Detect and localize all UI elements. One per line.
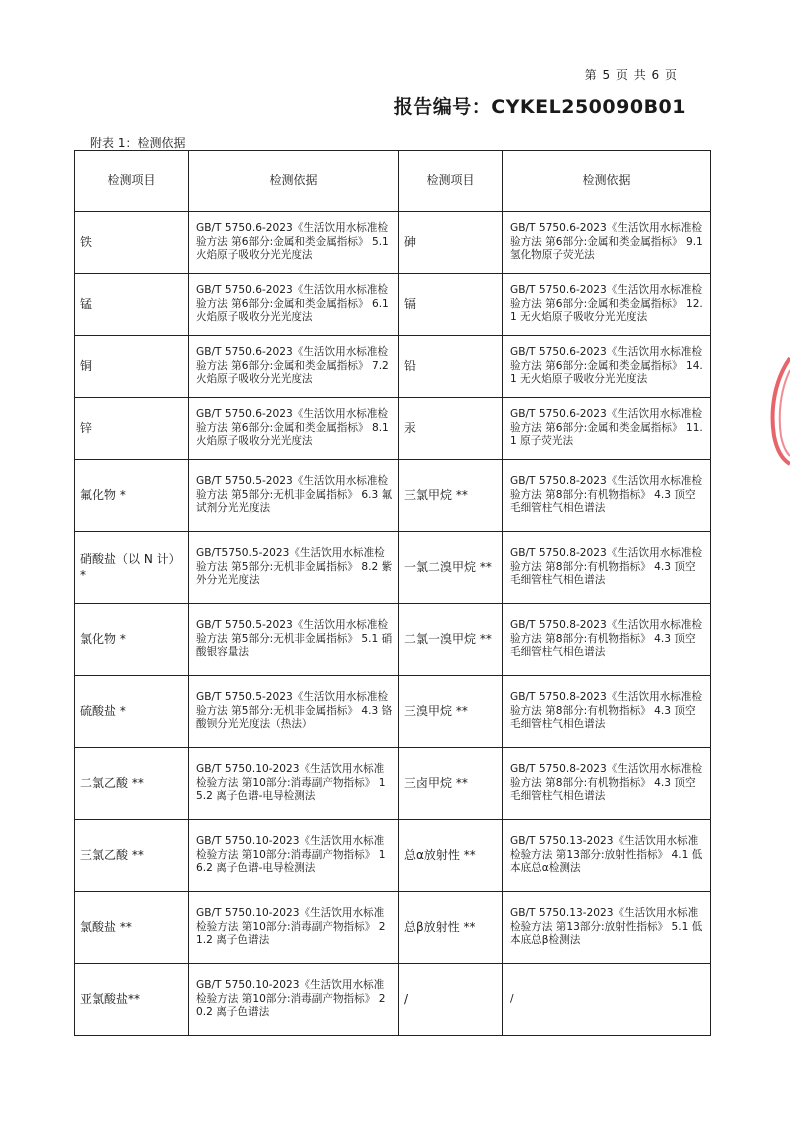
item-method: GB/T 5750.10-2023《生活饮用水标准检验方法 第10部分:消毒副产物指标》 20.2 离子色谱法 (189, 964, 399, 1036)
item-method: GB/T 5750.5-2023《生活饮用水标准检验方法 第5部分:无机非金属指标》 6.3 氟试剂分光光度法 (189, 460, 399, 532)
stamp-inner-arc (780, 370, 790, 456)
table-row (75, 604, 711, 676)
item-method: GB/T 5750.8-2023《生活饮用水标准检验方法 第8部分:有机物指标》 4.3 顶空毛细管柱气相色谱法 (503, 532, 711, 604)
table-row (75, 532, 711, 604)
item-name: 三氯甲烷 ** (399, 460, 503, 532)
table-row (75, 336, 711, 398)
header-item-2: 检测项目 (399, 151, 503, 212)
header-method-1: 检测依据 (189, 151, 399, 212)
item-method: GB/T 5750.8-2023《生活饮用水标准检验方法 第8部分:有机物指标》 4.3 顶空毛细管柱气相色谱法 (503, 604, 711, 676)
item-method: GB/T 5750.13-2023《生活饮用水标准检验方法 第13部分:放射性指标》 4.1 低本底总α检测法 (503, 820, 711, 892)
item-method: GB/T 5750.10-2023《生活饮用水标准检验方法 第10部分:消毒副产物指标》 21.2 离子色谱法 (189, 892, 399, 964)
item-name: 三卤甲烷 ** (399, 748, 503, 820)
item-method: GB/T 5750.6-2023《生活饮用水标准检验方法 第6部分:金属和类金属指标》 9.1 氢化物原子荧光法 (503, 212, 711, 274)
item-method: GB/T 5750.5-2023《生活饮用水标准检验方法 第5部分:无机非金属指标》 5.1 硝酸银容量法 (189, 604, 399, 676)
item-name: 汞 (399, 398, 503, 460)
table-caption: 附表 1：检测依据 (90, 136, 186, 150)
item-name: 硫酸盐 * (75, 676, 189, 748)
item-name: 氯酸盐 ** (75, 892, 189, 964)
table-row (75, 748, 711, 820)
item-name: 总β放射性 ** (399, 892, 503, 964)
table-row (75, 460, 711, 532)
item-method: GB/T 5750.5-2023《生活饮用水标准检验方法 第5部分:无机非金属指标》 4.3 铬酸钡分光光度法（热法） (189, 676, 399, 748)
item-name: 铜 (75, 336, 189, 398)
item-name: 三氯乙酸 ** (75, 820, 189, 892)
item-name: 硝酸盐（以 N 计）* (75, 532, 189, 604)
item-method: / (503, 964, 711, 1036)
item-name: 三溴甲烷 ** (399, 676, 503, 748)
item-method: GB/T 5750.6-2023《生活饮用水标准检验方法 第6部分:金属和类金属指标》 8.1 火焰原子吸收分光光度法 (189, 398, 399, 460)
table-row (75, 820, 711, 892)
item-method: GB/T 5750.8-2023《生活饮用水标准检验方法 第8部分:有机物指标》 4.3 顶空毛细管柱气相色谱法 (503, 460, 711, 532)
table-row (75, 274, 711, 336)
table-row (75, 892, 711, 964)
item-method: GB/T 5750.10-2023《生活饮用水标准检验方法 第10部分:消毒副产物指标》 15.2 离子色谱-电导检测法 (189, 748, 399, 820)
report-number: 报告编号：CYKEL250090B01 (393, 96, 686, 118)
item-method: GB/T 5750.6-2023《生活饮用水标准检验方法 第6部分:金属和类金属指标》 14.1 无火焰原子吸收分光光度法 (503, 336, 711, 398)
item-method: GB/T 5750.6-2023《生活饮用水标准检验方法 第6部分:金属和类金属指标》 11.1 原子荧光法 (503, 398, 711, 460)
item-name: 氯化物 * (75, 604, 189, 676)
table-header-row (75, 151, 711, 212)
page-number: 第 5 页 共 6 页 (584, 68, 678, 82)
table-row (75, 212, 711, 274)
header-method-2: 检测依据 (503, 151, 711, 212)
item-name: 二氯一溴甲烷 ** (399, 604, 503, 676)
table-row (75, 398, 711, 460)
item-name: 铁 (75, 212, 189, 274)
item-method: GB/T 5750.8-2023《生活饮用水标准检验方法 第8部分:有机物指标》 4.3 顶空毛细管柱气相色谱法 (503, 748, 711, 820)
item-name: 铅 (399, 336, 503, 398)
item-name: 镉 (399, 274, 503, 336)
table-row (75, 676, 711, 748)
item-name: 氟化物 * (75, 460, 189, 532)
item-method: GB/T 5750.6-2023《生活饮用水标准检验方法 第6部分:金属和类金属指标》 5.1 火焰原子吸收分光光度法 (189, 212, 399, 274)
item-name: 亚氯酸盐** (75, 964, 189, 1036)
header-item-1: 检测项目 (75, 151, 189, 212)
item-method: GB/T 5750.13-2023《生活饮用水标准检验方法 第13部分:放射性指标》 5.1 低本底总β检测法 (503, 892, 711, 964)
item-name: 二氯乙酸 ** (75, 748, 189, 820)
item-method: GB/T 5750.6-2023《生活饮用水标准检验方法 第6部分:金属和类金属指标》 7.2 火焰原子吸收分光光度法 (189, 336, 399, 398)
item-method: GB/T 5750.10-2023《生活饮用水标准检验方法 第10部分:消毒副产物指标》 16.2 离子色谱-电导检测法 (189, 820, 399, 892)
item-name: 锰 (75, 274, 189, 336)
item-method: GB/T5750.5-2023《生活饮用水标准检验方法 第5部分:无机非金属指标》 8.2 紫外分光光度法 (189, 532, 399, 604)
item-method: GB/T 5750.6-2023《生活饮用水标准检验方法 第6部分:金属和类金属指标》 12.1 无火焰原子吸收分光光度法 (503, 274, 711, 336)
item-name: / (399, 964, 503, 1036)
item-method: GB/T 5750.6-2023《生活饮用水标准检验方法 第6部分:金属和类金属指标》 6.1 火焰原子吸收分光光度法 (189, 274, 399, 336)
item-name: 一氯二溴甲烷 ** (399, 532, 503, 604)
item-name: 砷 (399, 212, 503, 274)
item-name: 总α放射性 ** (399, 820, 503, 892)
item-name: 锌 (75, 398, 189, 460)
seal-stamp-fragment (768, 356, 790, 466)
basis-table (74, 150, 711, 1036)
table-row (75, 964, 711, 1036)
item-method: GB/T 5750.8-2023《生活饮用水标准检验方法 第8部分:有机物指标》 4.3 顶空毛细管柱气相色谱法 (503, 676, 711, 748)
